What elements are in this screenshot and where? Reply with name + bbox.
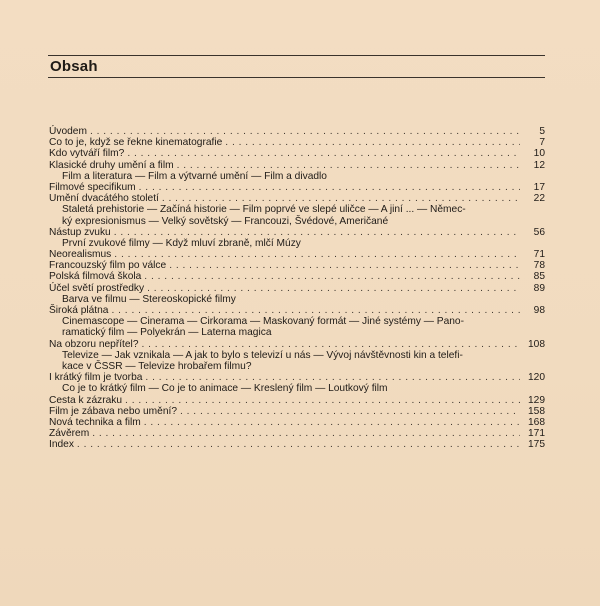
toc-entry-title: Francouzský film po válce	[49, 260, 167, 272]
toc-subtopics-line: Staletá prehistorie — Začíná historie — Film poprvé ve slepé uličce — A jiní ... — Němec-	[62, 204, 466, 216]
toc-dot-leader	[144, 417, 520, 428]
toc-entry-title: Neorealismus	[49, 249, 112, 261]
toc-entry	[49, 160, 545, 171]
toc-entry-title: Klasické druhy umění a film	[49, 159, 174, 171]
toc-page-number: 12	[533, 159, 545, 171]
toc-subtopics-line: Cinemascope — Cinerama — Cirkorama — Maskovaný formát — Jiné systémy — Pano-	[62, 316, 464, 328]
toc-entry	[49, 148, 545, 159]
toc-page-number: 71	[533, 249, 545, 261]
toc-subtopics-line: ký expresionismus — Velký sovětský — Francouzi, Švédové, Američané	[62, 215, 389, 227]
toc-page-number: 78	[533, 260, 545, 272]
toc-page-number: 108	[528, 338, 545, 350]
toc-dot-leader	[162, 193, 520, 204]
toc-page-number: 89	[533, 282, 545, 294]
toc-page-number: 85	[533, 271, 545, 283]
toc-dot-leader	[147, 283, 520, 294]
top-rule	[48, 55, 545, 56]
toc-entry	[49, 260, 545, 271]
toc-entry-title: Úvodem	[49, 126, 87, 137]
toc-entry-title: Nástup zvuku	[49, 226, 111, 238]
toc-entry-title: Umění dvacátého století	[49, 193, 159, 205]
toc-entry-title: Co to je, když se řekne kinematografie	[49, 137, 223, 149]
toc-dot-leader	[92, 428, 520, 439]
toc-entry	[49, 249, 545, 260]
toc-entry	[49, 182, 545, 193]
toc-entry	[49, 271, 545, 282]
toc-dot-leader	[180, 406, 520, 417]
toc-entry	[49, 417, 545, 428]
toc-page-number: 120	[528, 372, 545, 384]
toc-dot-leader	[111, 305, 520, 316]
toc-dot-leader	[177, 160, 520, 171]
toc-entry-title: Široká plátna	[49, 305, 109, 316]
toc-entry-title: I krátký film je tvorba	[49, 372, 143, 384]
toc-entry	[49, 406, 545, 417]
toc-entry	[49, 428, 545, 439]
toc-page-number: 7	[539, 137, 545, 149]
toc-dot-leader	[114, 249, 520, 260]
toc-entry-title: Kdo vytváří film?	[49, 148, 125, 160]
toc-entry-title: Index	[49, 439, 74, 451]
toc-dot-leader	[139, 182, 520, 193]
toc-subtopics-line: Co je to krátký film — Co je to animace — Kreslený film — Loutkový film	[62, 383, 388, 395]
toc-entry-title: Nová technika a film	[49, 416, 141, 428]
toc-page-number: 17	[533, 181, 545, 193]
toc-page-number: 158	[528, 405, 545, 417]
toc-dot-leader	[225, 137, 520, 148]
toc-dot-leader	[169, 260, 520, 271]
toc-dot-leader	[127, 148, 520, 159]
toc-dot-leader	[141, 339, 520, 350]
toc-subtopics-line: První zvukové filmy — Když mluví zbraně, mlčí Múzy	[62, 237, 301, 249]
toc-entry-title: Závěrem	[49, 428, 90, 440]
toc-dot-leader	[77, 439, 520, 450]
toc-subtopics-line: Film a literatura — Film a výtvarné umění — Film a divadlo	[62, 170, 327, 182]
toc-dot-leader	[125, 395, 520, 406]
toc-page-number: 171	[528, 428, 545, 440]
toc-entry-title: Film je zábava nebo umění?	[49, 405, 177, 417]
page-heading: Obsah	[50, 58, 98, 75]
toc-entry-title: Účel světí prostředky	[49, 282, 145, 294]
toc-entry-title: Filmové specifikum	[49, 181, 136, 193]
toc-entry	[49, 372, 545, 383]
toc-dot-leader	[114, 227, 520, 238]
toc-subtopics-line: kace v ČSSR — Televize hrobařem filmu?	[62, 360, 252, 372]
toc-page-number: 10	[533, 148, 545, 160]
toc-dot-leader	[144, 271, 520, 282]
toc-subtopics-line: Televize — Jak vznikala — A jak to bylo s televizí u nás — Vývoj návštěvnosti kin a telefi-	[62, 349, 463, 361]
toc-page-number: 5	[539, 126, 545, 137]
toc-entry	[49, 395, 545, 406]
toc-entry	[49, 193, 545, 204]
toc-page-number: 56	[533, 226, 545, 238]
toc-page-number: 98	[533, 305, 545, 316]
toc-page-number: 129	[528, 394, 545, 406]
toc-dot-leader	[90, 126, 520, 137]
toc-dot-leader	[145, 372, 520, 383]
table-of-contents	[49, 126, 545, 450]
toc-entry	[49, 137, 545, 148]
bottom-rule	[48, 77, 545, 78]
toc-entry	[49, 126, 545, 137]
toc-entry	[49, 339, 545, 350]
toc-entry-title: Cesta k zázraku	[49, 394, 123, 406]
toc-subtopics-line: Barva ve filmu — Stereoskopické filmy	[62, 293, 236, 305]
toc-entry	[49, 439, 545, 450]
toc-page-number: 168	[528, 416, 545, 428]
toc-entry	[49, 227, 545, 238]
toc-subtopics-line: ramatický film — Polyekrán — Laterna magica	[62, 327, 272, 339]
toc-page-number: 175	[528, 439, 545, 451]
toc-entry	[49, 305, 545, 316]
toc-entry-title: Na obzoru nepřítel?	[49, 338, 139, 350]
toc-entry	[49, 283, 545, 294]
toc-page-number: 22	[533, 193, 545, 205]
toc-entry-title: Polská filmová škola	[49, 271, 142, 283]
